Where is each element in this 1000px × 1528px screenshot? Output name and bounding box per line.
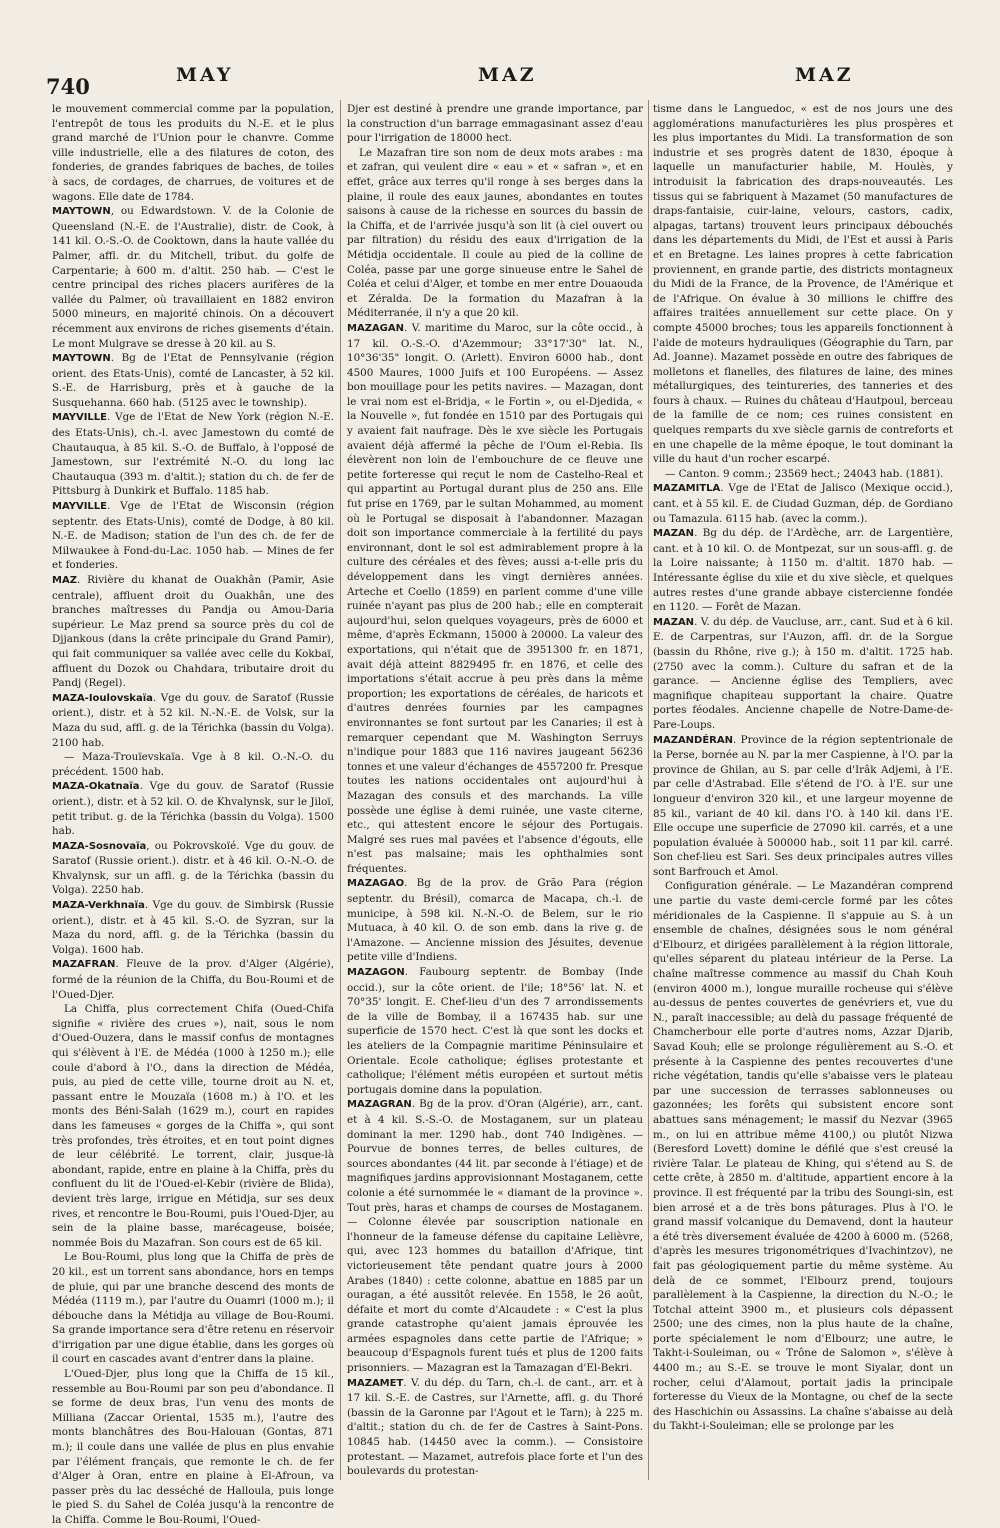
entry-text: . Vge du gouv. de Saratof (Russie orient.), distr. et à 52 kil. O. de Khvalynsk, sur le Jiloï, petit tribut. g. de la Térichka (bassin du Volga). 1500 hab. [52, 780, 334, 838]
entry-text: Le Bou-Roumi, plus long que la Chiffa de près de 20 kil., est un torrent sans abondance, hors en temps de pluie, qui par une branche descend des monts de Médéa (1119 m.), par l'autre du Ouamri (1000 m.); il débouche dans la Métidja au village de Bou-Roumi. Sa grande importance sera d'être retenu en réservoir d'irrigation par une digue établie, dans les gorges où il court en cascades avant d'entrer dans la plaine. [52, 1251, 334, 1366]
dictionary-entry [52, 1250, 334, 1367]
entry-text: — Maza-Trouïevskaïa. Vge à 8 kil. O.-N.-O. du précédent. 1500 hab. [52, 751, 334, 778]
entry-text: . V. du dép. de Vaucluse, arr., cant. Sud et à 6 kil. E. de Carpentras, sur l'Auzon, affl. dr. de la Sorgue (bassin du Rhône, rive g.); à 150 m. d'altit. 1725 hab. (2750 avec la comm.). Culture du safran et de la garance. — Ancienne église des Templiers, avec magnifique chapiteau supportant la chaire. Quatre portes féodales. Ancienne chapelle de Notre-Dame-de-Pare-Loups. [653, 615, 953, 731]
entry-text: . Vge du gouv. de Saratof (Russie orient.), distr. et à 52 kil. N.-N.-E. de Volsk, sur la Maza du sud, affl. g. de la Térichka (bassin du Volga). 2100 hab. [52, 691, 334, 749]
dictionary-entry [52, 779, 334, 838]
entry-text: tisme dans le Languedoc, « est de nos jours une des agglomérations manufacturières les plus prospères et les plus importantes du Midi. La transformation de son industrie et ses progrès datent de 1830, époque à laquelle un manufacturier habile, M. Houlès, y introduisit la fabrication des draps-nouveautés. Les tissus qui se fabriquent à Mazamet (50 manufactures de draps-fantaisie, cuir-laine, velours, castors, cadix, alpagas, tartans) trouvent leurs principaux débouchés dans les départements du Midi, de l'Est et aussi à Paris et en Bretagne. Les laines propres à cette fabrication proviennent, en grande partie, des districts montagneux du Midi de la France, de la Provence, de l'Amérique et de l'Afrique. On évalue à 30 millions le chiffre des affaires traitées annuellement sur cette place. On y compte 45000 broches; tous les appareils fonctionnent à l'aide de moteurs hydrauliques (Géographie du Tarn, par Ad. Joanne). Mazamet possède en outre des fabriques de molletons et flanelles, des filatures de laine, des mines métallurgiques, des teintureries, des tanneries et des fours à chaux. — Ruines du château d'Hautpoul, berceau de la famille de ce nom; ces ruines consistent en quelques remparts du xve siècle garnis de contreforts et en une chapelle de la même époque, le tout dominant la ville du haut d'un rocher escarpé. [653, 103, 953, 466]
column-divider-1 [340, 100, 341, 1480]
dictionary-entry [653, 526, 953, 615]
entry-headword: MAZA-Okatnaïa [52, 781, 140, 793]
entry-text: . Vge du gouv. de Simbirsk (Russie orient.), distr. et à 45 kil. S.-O. de Syzran, sur la Maza du nord, affl. g. de la Térichka (bassin du Volga). 1600 hab. [52, 899, 334, 956]
entry-text: le mouvement commercial comme par la population, l'entrepôt de tous les produits du N.-E. et le plus grand marché de l'Union pour le chanvre. Comme ville industrielle, elle a des filatures de coton, des fonderies, de grandes fabriques de baches, de toiles à sacs, de cordages, de charrues, de voitures et de wagons. Elle date de 1784. [52, 103, 334, 203]
entry-text: , ou Edwardstown. V. de la Colonie de Queensland (N.-E. de l'Australie), distr. de Cook, à 141 kil. O.-S.-O. de Cooktown, dans la haute vallée du Palmer, affl. dr. du Mitchell, tribut. du golfe de Carpentarie; à 600 m. d'altit. 250 hab. — C'est le centre principal des riches placers aurifères de la vallée du Palmer, où travaillaient en 1882 environ 5000 mineurs, en majorité chinois. On a découvert récemment aux environs de riches gisements d'étain. Le mont Mulgrave se dresse à 20 kil. au S. [52, 205, 334, 350]
page-header [0, 0, 1000, 100]
dictionary-entry [52, 410, 334, 499]
entry-headword: MAYVILLE [52, 501, 108, 513]
dictionary-entry [347, 321, 643, 877]
entry-headword: MAYTOWN [52, 353, 111, 365]
entry-headword: MAZANDÉRAN [653, 734, 733, 746]
entry-headword: MAZAGAO [347, 878, 405, 890]
dictionary-entry [52, 499, 334, 573]
dictionary-entry [52, 839, 334, 898]
entry-text: . Bg du dép. de l'Ardèche, arr. de Largentière, cant. et à 10 kil. O. de Montpezat, sur un sous-affl. g. de la Loire naissante; à 1150 m. d'altit. 1870 hab. — Intéressante église du xiie et du xive siècle, et quelques autres restes d'une grande abbaye cistercienne fondée en 1120. — Forêt de Mazan. [653, 527, 953, 614]
entry-text: , ou Pokrovskoïé. Vge du gouv. de Saratof (Russie orient.). distr. et à 46 kil. O.-N.-O. de Khvalynsk, sur un affl. g. de la Térichka (bassin du Volga). 2250 hab. [52, 839, 334, 897]
running-head-left: MAY [176, 64, 234, 86]
dictionary-entry [52, 898, 334, 957]
entry-text: . Province de la région septentrionale de la Perse, bornée au N. par la mer Caspienne, à l'O. par la province de Ghilan, au S. par celle d'Irâk Adjemi, à l'E. par celle d'Astrabad. Elle s'étend de l'O. à l'E. sur une longueur d'environ 320 kil., et une largeur moyenne de 85 kil., variant de 40 kil. dans l'O. à 140 kil. dans l'E. Elle occupe une superficie de 27090 kil. carrés, et a une population évaluée à 500000 hab., soit 11 par kil. carré. Son chef-lieu est Sari. Ses deux principales autres villes sont Barfrouch et Amol. [653, 733, 953, 878]
entry-text: . Fleuve de la prov. d'Alger (Algérie), formé de la réunion de la Chiffa, du Bou-Roumi et de l'Oued-Djer. [52, 958, 334, 1001]
entry-text: . Rivière du khanat de Ouakhân (Pamir, Asie centrale), affluent droit du Ouakhân, une des branches maîtresses du Pandja ou Amou-Daria supérieur. Le Maz prend sa source près du col de Djjankous (dans la crête principale du Grand Pamir), qui fait communiquer sa vallée avec celle du Kokbaï, affluent du Dozok ou Chahdara, tributaire droit du Pandj (Regel). [52, 574, 334, 690]
column-divider-2 [648, 100, 649, 1480]
dictionary-entry [52, 351, 334, 410]
entry-text: . Bg de la prov. d'Oran (Algérie), arr., cant. et à 4 kil. S.-S.-O. de Mostaganem, sur un plateau dominant la mer. 1290 hab., dont 740 Indigènes. — Pourvue de bonnes terres, de belles cultures, de sources abondantes (44 lit. par seconde à l'étiage) et de magnifiques jardins approvisionnant Mostaganem, cette colonie a été surnommée le « diamant de la province ». Tout près, haras et champs de courses de Mostaganem. — Colonne élevée par souscription nationale en l'honneur de la fameuse défense du capitaine Lelièvre, qui, avec 123 hommes du bataillon d'Afrique, tint victorieusement tête pendant quatre jours à 2000 Arabes (1840) : cette colonne, abattue en 1885 par un ouragan, a été aussitôt relevée. En 1558, le 26 août, défaite et mort du comte d'Alcaudete : « C'est la plus grande catastrophe qu'aient jamais éprouvée les armées espagnoles dans cette partie de l'Afrique; » beaucoup d'Espagnols furent tués et plus de 1200 faits prisonniers. — Mazagran est la Tamazagan d'El-Bekri. [347, 1098, 643, 1375]
running-head-center: MAZ [478, 64, 537, 86]
dictionary-entry [52, 750, 334, 779]
dictionary-entry [653, 615, 953, 733]
dictionary-entry [347, 102, 643, 146]
dictionary-entry [52, 102, 334, 204]
entry-headword: MAYTOWN [52, 206, 111, 218]
entry-text: . Bg de l'Etat de Pennsylvanie (région orient. des Etats-Unis), comté de Lancaster, à 52 kil. S.-E. de Harrisburg, près et à gauche de la Susquehanna. 660 hab. (5125 avec le township). [52, 352, 334, 409]
dictionary-entry [52, 573, 334, 691]
entry-text: . Vge de l'Etat de Wisconsin (région septentr. des Etats-Unis), comté de Dodge, à 80 kil. N.-E. de Madison; station de l'un des ch. de fer de Milwaukee à Fond-du-Lac. 1050 hab. — Mines de fer et fonderies. [52, 500, 334, 572]
entry-headword: MAZA-Ioulovskaïa [52, 692, 153, 704]
dictionary-entry [52, 957, 334, 1002]
dictionary-entry [52, 691, 334, 750]
entry-text: — Canton. 9 comm.; 23569 hect.; 24043 hab. (1881). [665, 467, 944, 480]
entry-headword: MAZAN [653, 616, 695, 628]
dictionary-entry [52, 1367, 334, 1528]
dictionary-entry [653, 733, 953, 880]
entry-headword: MAZAMITLA [653, 483, 721, 495]
entry-text: La Chiffa, plus correctement Chifa (Oued-Chifa signifie « rivière des crues »), nait, sous le nom d'Oued-Ouzera, dans le massif confus de montagnes qui s'élèvent à l'E. de Médéa (1000 à 1250 m.); elle coule d'abord à l'O., dans la direction de Médéa, puis, au pied de cette ville, tourne droit au N. et, passant entre le Mouzaïa (1608 m.) à l'O. et les monts des Béni-Salah (1629 m.), court en rapides dans les fameuses « gorges de la Chiffa », qui sont très profondes, très étroites, et en tout point dignes de leur célébrité. Le torrent, clair, jusque-là abondant, rapide, entre en plaine à la Chiffa, près du confluent du lit de l'Oued-el-Kebir (rivière de Blida), devient très large, irrigue en Métidja, sur ses deux rives, et rencontre le Bou-Roumi, puis l'Oued-Djer, au sein de la plaine basse, marécageuse, boisée, nommée Bois du Mazafran. Son cours est de 65 kil. [52, 1003, 334, 1249]
entry-text: Djer est destiné à prendre une grande importance, par la construction d'un barrage emmagasinant assez d'eau pour l'irrigation de 18000 hect. [347, 103, 643, 145]
entry-text: . V. du dép. du Tarn, ch.-l. de cant., arr. et à 17 kil. S.-E. de Castres, sur l'Arnette, affl. g. du Thoré (bassin de la Garonne par l'Agout et le Tarn); à 225 m. d'altit.; station du ch. de fer de Castres à Saint-Pons. 10845 hab. (14450 avec la comm.). — Consistoire protestant. — Mazamet, autrefois place forte et l'un des boulevards du protestan- [347, 1376, 643, 1478]
entry-headword: MAZAGAN [347, 322, 404, 334]
entry-text: L'Oued-Djer, plus long que la Chiffa de 15 kil., ressemble au Bou-Roumi par son peu d'abondance. Il se forme de deux bras, l'un venu des monts de Milliana (Zaccar Oriental, 1535 m.), l'autre des monts blanchâtres des Bou-Halouan (Gontas, 871 m.); il coule dans une vallée de plus en plus envahie par l'élément français, que remonte le ch. de fer d'Alger à Oran, entre en plaine à El-Afroun, va passer près du lac desséché de Halloula, puis longe le pied S. du Sahel de Coléa jusqu'à la rencontre de la Chiffa. Comme le Bou-Roumi, l'Oued- [52, 1368, 334, 1526]
entry-headword: MAZA-Verkhnaïa [52, 900, 145, 912]
entry-text: Configuration générale. — Le Mazandéran comprend une partie du vaste demi-cercle formé par les côtes méridionales de la Caspienne. Il s'appuie au S. à un ensemble de chaînes, désignées sous le nom général d'Elbourz, et dirigées parallèlement à la région littorale, qu'elles séparent du plateau intérieur de la Perse. La chaîne maîtresse commence au massif du Chah Kouh (environ 4000 m.), longue muraille rocheuse qui s'élève au-dessus de pentes couvertes de genévriers et, vue du N., paraît inaccessible; au delà du passage fréquenté de Chamcherbour elle porte d'autres noms, Azzar Djarib, Savad Kouh; elle se prolonge régulièrement au S.-O. et présente à la Caspienne des pentes recouvertes d'une riche végétation, tandis qu'elle s'abaisse vers le plateau par une succession de terrasses sablonneuses ou gazonnées; les forêts qui subsistent encore sont abattues sans ménagement; le massif du Nezvar (3965 m., on lui en attribue même 4100,) ou plutôt Nizwa (Beresford Lovett) domine le défilé que s'est creusé la rivière Talar. Le plateau de Khing, qui s'étend au S. de cette crête, à 2850 m. d'altitude, appartient encore à la province. Il est fréquenté par la tribu des Soungi-sin, est bien arrosé et a de très bons pâturages. Plus à l'O. le grand massif volcanique du Demavend, dont la hauteur a été très diversement évaluée de 4200 à 6000 m. (5268, d'après les mesures trigonométriques d'Ivachintzov), ne fait pas géologiquement partie du même système. Au delà de ce sommet, l'Elbourz prend, toujours parallèlement à la Caspienne, la direction du N.-O.; le Totchal atteint 3900 m., et plusieurs cols dépassent 2500; une des cimes, non la plus haute de la chaîne, porte spécialement le nom d'Elbourz; une autre, le Takht-i-Souleiman, ou « Trône de Salomon », s'élève à 4400 m.; au S.-E. se trouve le mont Siyalar, dont un rocher, celui d'Alamout, portait jadis la principale forteresse du Vieux de la Montagne, ou chef de la secte des Haschichin ou Assassins. La chaîne s'abaisse au delà du Takht-i-Souleiman; elle se prolonge par les [653, 880, 953, 1433]
text-column-2 [347, 102, 643, 1482]
entry-text: Le Mazafran tire son nom de deux mots arabes : ma et zafran, qui veulent dire « eau » et « safran », et en effet, grâce aux terres qu'il ronge à ses berges dans la plaine, il roule des eaux jaunes, abondantes en toutes saisons à cause de la richesse en sources du bassin de la Chiffa, et de l'arrivée jusqu'à son lit (à ciel ouvert ou par filtration) du résidu des eaux d'irrigation de la Métidja occidentale. Il coule au pied de la colline de Coléa, passe par une gorge sinueuse entre le Sahel de Coléa et celui d'Alger, et tombe en mer entre Douaouda et Zéralda. De la formation du Mazafran à la Méditerranée, il n'y a que 20 kil. [347, 146, 643, 320]
entry-headword: MAZAGRAN [347, 1099, 412, 1111]
entry-headword: MAZAFRAN [52, 959, 116, 971]
dictionary-entry [347, 965, 643, 1097]
entry-headword: MAZA-Sosnovaïa [52, 840, 147, 852]
entry-headword: MAZAN [653, 528, 695, 540]
dictionary-entry [52, 204, 334, 351]
entry-text: . V. maritime du Maroc, sur la côte occid., à 17 kil. O.-S.-O. d'Azemmour; 33°17'30" lat. N., 10°36'35" longit. O. (Arlett). Environ 6000 hab., dont 4500 Maures, 1000 Juifs et 100 Européens. — Assez bon mouillage pour les petits navires. — Mazagan, dont le vrai nom est el-Bridja, « le Fortin », ou el-Djedida, « la Nouvelle », fut fondée en 1510 par des Portugais qui y avaient fait naufrage. Dès le xve siècle les Portugais avaient déjà affermé la pêche de l'Oum el-Rebia. Ils élevèrent non loin de l'embouchure de ce fleuve une petite forteresse qui reçut le nom de Castelho-Real et qui appartint au Portugal durant plus de 250 ans. Elle fut prise en 1769, par le sultan Mohammed, au moment où le Portugal se disposait à l'abandonner. Mazagan doit son importance commerciale à la fertilité du pays environnant, dont le sol est admirablement propre à la culture des céréales et des fèves; aussi a-t-elle pris du développement dans les vingt dernières années. Arteche et Coello (1859) en parlent comme d'une ville ruinée n'ayant pas plus de 200 hab.; elle en compterait aujourd'hui, selon quelques voyageurs, près de 6000 et même, d'après Eckmann, 15000 à 20000. La valeur des exportations, qui n'était que de 3951300 fr. en 1871, avait déjà atteint 8829495 fr. en 1876, et celle des importations s'était accrue à peu près dans la même proportion; les exportations de céréales, de haricots et d'autres denrées fournies par les campagnes environnantes se font surtout par les Canaries; il est à remarquer cependant que M. Washington Serruys n'indique pour 1883 que 116 navires jaugeant 56236 tonnes et une valeur d'échanges de 4557200 fr. Presque toutes les nations occidentales ont aujourd'hui à Mazagan des consuls et des marchands. La ville possède une église à demi ruinée, une vaste citerne, etc., qui attestent encore le séjour des Portugais. Malgré ses rues mal pavées et l'absence d'égouts, elle n'est pas malsaine; mais les ophthalmies sont fréquentes. [347, 321, 643, 875]
dictionary-entry [653, 481, 953, 526]
text-column-3 [653, 102, 953, 1482]
dictionary-entry [347, 1097, 643, 1375]
dictionary-entry [347, 146, 643, 321]
dictionary-entry [52, 1002, 334, 1250]
entry-text: . Vge de l'Etat de New York (région N.-E. des Etats-Unis), ch.-l. avec Jamestown du comté de Chautauqua, à 85 kil. S.-O. de Buffalo, à l'opposé de Jamestown, sur l'extrémité N.-O. du long lac Chautauqua (393 m. d'altit.); station du ch. de fer de Pittsburg à Dunkirk et Buffalo. 1185 hab. [52, 411, 334, 498]
entry-headword: MAZ [52, 575, 77, 586]
running-head-right: MAZ [795, 64, 854, 86]
text-column-1 [52, 102, 334, 1526]
entry-text: . Vge de l'Etat de Jalisco (Mexique occid.), cant. et à 55 kil. E. de Ciudad Guzman, dép. de Gordiano ou Tamazula. 6115 hab. (avec la comm.). [653, 482, 953, 525]
entry-text: . Faubourg septentr. de Bombay (Inde occid.), sur la côte orient. de l'ile; 18°56' lat. N. et 70°35' longit. E. Chef-lieu d'un des 7 arrondissements de la ville de Bombay, il a 167435 hab. sur une superficie de 1570 hect. C'est là que sont les docks et les ateliers de la Compagnie maritime Péninsulaire et Orientale. Ecole catholique; églises protestante et catholique; l'élément métis européen et surtout métis portugais domine dans la population. [347, 966, 643, 1096]
dictionary-entry [653, 102, 953, 467]
entry-headword: MAYVILLE [52, 412, 108, 424]
entry-headword: MAZAGON [347, 967, 405, 979]
page-number: 740 [46, 74, 90, 99]
dictionary-entry [653, 467, 953, 482]
entry-headword: MAZAMET [347, 1377, 404, 1389]
dictionary-entry [653, 879, 953, 1434]
dictionary-entry [347, 876, 643, 965]
entry-text: . Bg de la prov. de Grão Para (région septentr. du Brésil), comarca de Macapa, ch.-l. de municipe, à 598 kil. N.-N.-O. de Belem, sur le rio Mutuaca, à 40 kil. O. de son emb. dans la rive g. de l'Amazone. — Ancienne mission des Jésuites, devenue petite ville d'Indiens. [347, 877, 643, 964]
dictionary-entry [347, 1376, 643, 1479]
